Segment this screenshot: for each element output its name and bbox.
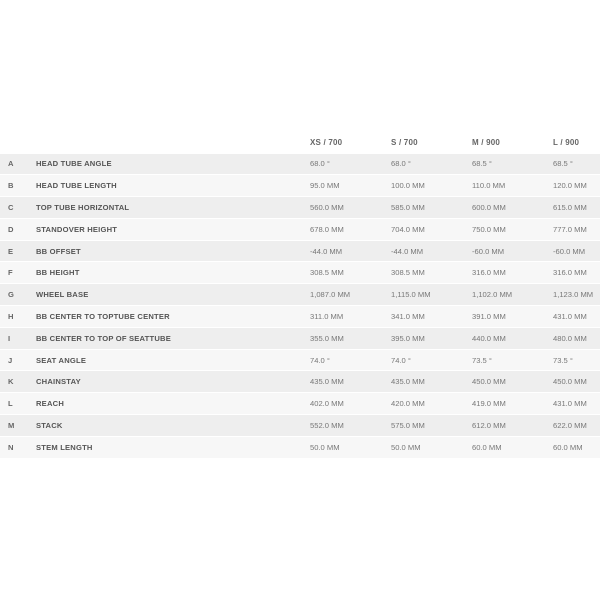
- table-row: [0, 306, 600, 328]
- value-cell-s: 704.0 MM: [389, 218, 470, 240]
- value-cell-xs: 678.0 MM: [308, 218, 389, 240]
- value-cell-m: 60.0 MM: [470, 436, 551, 458]
- value-cell-l: -60.0 MM: [551, 240, 600, 262]
- value-cell-xs: 68.0 °: [308, 153, 389, 175]
- row-letter: I: [0, 327, 28, 349]
- value-cell-m: 316.0 MM: [470, 262, 551, 284]
- geometry-table-header: [0, 133, 600, 153]
- table-row: [0, 284, 600, 306]
- value-cell-xs: 435.0 MM: [308, 371, 389, 393]
- table-row: [0, 218, 600, 240]
- value-cell-s: 50.0 MM: [389, 436, 470, 458]
- table-row: [0, 240, 600, 262]
- table-row: [0, 153, 600, 175]
- value-cell-s: 585.0 MM: [389, 197, 470, 219]
- value-cell-xs: 355.0 MM: [308, 327, 389, 349]
- row-label: STACK: [28, 415, 308, 437]
- value-cell-s: 395.0 MM: [389, 327, 470, 349]
- row-label: HEAD TUBE LENGTH: [28, 175, 308, 197]
- value-cell-l: 1,123.0 MM: [551, 284, 600, 306]
- value-cell-l: 431.0 MM: [551, 393, 600, 415]
- value-cell-l: 480.0 MM: [551, 327, 600, 349]
- value-cell-m: 450.0 MM: [470, 371, 551, 393]
- value-cell-s: 341.0 MM: [389, 306, 470, 328]
- value-cell-s: 575.0 MM: [389, 415, 470, 437]
- value-cell-m: 1,102.0 MM: [470, 284, 551, 306]
- row-label: BB HEIGHT: [28, 262, 308, 284]
- value-cell-s: 68.0 °: [389, 153, 470, 175]
- row-label: SEAT ANGLE: [28, 349, 308, 371]
- row-letter: M: [0, 415, 28, 437]
- table-row: [0, 197, 600, 219]
- row-letter: K: [0, 371, 28, 393]
- value-cell-m: 73.5 °: [470, 349, 551, 371]
- row-letter: E: [0, 240, 28, 262]
- row-letter: F: [0, 262, 28, 284]
- table-row: [0, 349, 600, 371]
- value-cell-s: -44.0 MM: [389, 240, 470, 262]
- value-cell-l: 777.0 MM: [551, 218, 600, 240]
- value-cell-l: 68.5 °: [551, 153, 600, 175]
- value-cell-m: 612.0 MM: [470, 415, 551, 437]
- row-label: BB OFFSET: [28, 240, 308, 262]
- table-row: [0, 327, 600, 349]
- value-cell-s: 100.0 MM: [389, 175, 470, 197]
- value-cell-l: 73.5 °: [551, 349, 600, 371]
- value-cell-l: 120.0 MM: [551, 175, 600, 197]
- value-cell-m: 440.0 MM: [470, 327, 551, 349]
- value-cell-l: 60.0 MM: [551, 436, 600, 458]
- value-cell-xs: 311.0 MM: [308, 306, 389, 328]
- row-label: BB CENTER TO TOPTUBE CENTER: [28, 306, 308, 328]
- row-label: STEM LENGTH: [28, 436, 308, 458]
- value-cell-m: 68.5 °: [470, 153, 551, 175]
- row-letter: D: [0, 218, 28, 240]
- row-letter: J: [0, 349, 28, 371]
- value-cell-m: 600.0 MM: [470, 197, 551, 219]
- header-label: [28, 133, 308, 153]
- value-cell-xs: 74.0 °: [308, 349, 389, 371]
- value-cell-m: -60.0 MM: [470, 240, 551, 262]
- header-letter: [0, 133, 28, 153]
- header-size-m: M / 900: [472, 138, 501, 148]
- table-row: [0, 415, 600, 437]
- value-cell-xs: 1,087.0 MM: [308, 284, 389, 306]
- row-letter: H: [0, 306, 28, 328]
- table-row: [0, 371, 600, 393]
- row-label: STANDOVER HEIGHT: [28, 218, 308, 240]
- value-cell-s: 74.0 °: [389, 349, 470, 371]
- header-size-s: S / 700: [391, 138, 418, 148]
- table-row: [0, 262, 600, 284]
- value-cell-l: 431.0 MM: [551, 306, 600, 328]
- value-cell-m: 110.0 MM: [470, 175, 551, 197]
- value-cell-s: 420.0 MM: [389, 393, 470, 415]
- row-letter: L: [0, 393, 28, 415]
- header-size-xs: XS / 700: [310, 138, 343, 148]
- row-label: TOP TUBE HORIZONTAL: [28, 197, 308, 219]
- row-letter: G: [0, 284, 28, 306]
- row-letter: A: [0, 153, 28, 175]
- geometry-table: [0, 133, 600, 458]
- value-cell-m: 750.0 MM: [470, 218, 551, 240]
- value-cell-s: 435.0 MM: [389, 371, 470, 393]
- header-row: [0, 133, 600, 153]
- row-label: BB CENTER TO TOP OF SEATTUBE: [28, 327, 308, 349]
- value-cell-l: 622.0 MM: [551, 415, 600, 437]
- value-cell-xs: 95.0 MM: [308, 175, 389, 197]
- table-row: [0, 175, 600, 197]
- geometry-table-body: [0, 153, 600, 458]
- table-row: [0, 436, 600, 458]
- value-cell-xs: 308.5 MM: [308, 262, 389, 284]
- value-cell-xs: 560.0 MM: [308, 197, 389, 219]
- row-label: CHAINSTAY: [28, 371, 308, 393]
- value-cell-s: 308.5 MM: [389, 262, 470, 284]
- row-label: REACH: [28, 393, 308, 415]
- header-size-l: L / 900: [553, 138, 580, 148]
- value-cell-m: 419.0 MM: [470, 393, 551, 415]
- value-cell-l: 450.0 MM: [551, 371, 600, 393]
- value-cell-xs: -44.0 MM: [308, 240, 389, 262]
- value-cell-xs: 552.0 MM: [308, 415, 389, 437]
- value-cell-s: 1,115.0 MM: [389, 284, 470, 306]
- table-row: [0, 393, 600, 415]
- row-letter: B: [0, 175, 28, 197]
- value-cell-xs: 50.0 MM: [308, 436, 389, 458]
- row-letter: C: [0, 197, 28, 219]
- value-cell-l: 615.0 MM: [551, 197, 600, 219]
- value-cell-l: 316.0 MM: [551, 262, 600, 284]
- value-cell-m: 391.0 MM: [470, 306, 551, 328]
- value-cell-xs: 402.0 MM: [308, 393, 389, 415]
- row-letter: N: [0, 436, 28, 458]
- row-label: HEAD TUBE ANGLE: [28, 153, 308, 175]
- row-label: WHEEL BASE: [28, 284, 308, 306]
